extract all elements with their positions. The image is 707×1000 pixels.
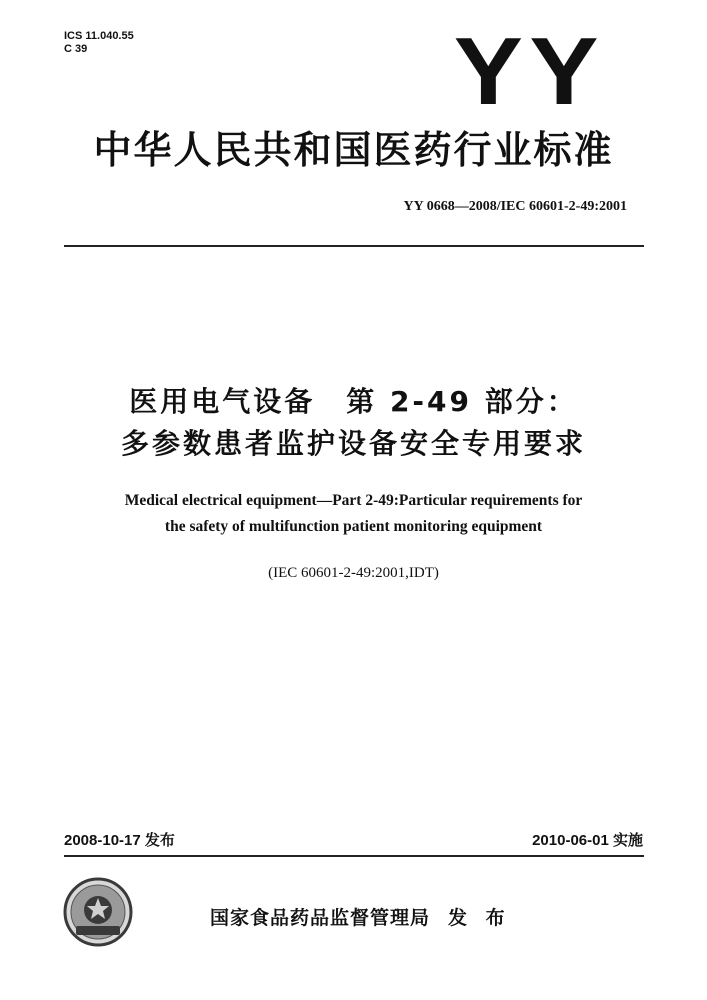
title-en-line2: the safety of multifunction patient monitoring equipment — [164, 518, 543, 535]
title-en-line1: Medical electrical equipment—Part 2-49:Particular requirements for — [124, 492, 583, 509]
official-seal — [62, 876, 134, 948]
title-cn-line2: 多参数患者监护设备安全专用要求 — [120, 427, 586, 460]
ics-code: ICS 11.040.55 — [64, 30, 134, 42]
title-cn-line1: 医用电气设备 第 2-49 部分： — [129, 385, 578, 418]
header-divider — [64, 245, 644, 247]
issuer-name: 国家食品药品监督管理局 — [210, 907, 431, 929]
standard-category-title: 中华人民共和国医药行业标准 — [93, 128, 614, 172]
effective-date: 2010-06-01 实施 — [532, 832, 643, 849]
standard-number: YY 0668—2008/IEC 60601-2-49:2001 — [403, 199, 627, 214]
publish-date: 2008-10-17 发布 — [64, 832, 175, 849]
classification-codes — [64, 30, 134, 56]
yy-logo: YY — [453, 18, 605, 125]
issuer-action: 发 布 — [448, 907, 511, 929]
adoption-note: (IEC 60601-2-49:2001,IDT) — [268, 565, 439, 581]
footer-divider — [64, 855, 644, 857]
ccs-code: C 39 — [64, 43, 88, 55]
